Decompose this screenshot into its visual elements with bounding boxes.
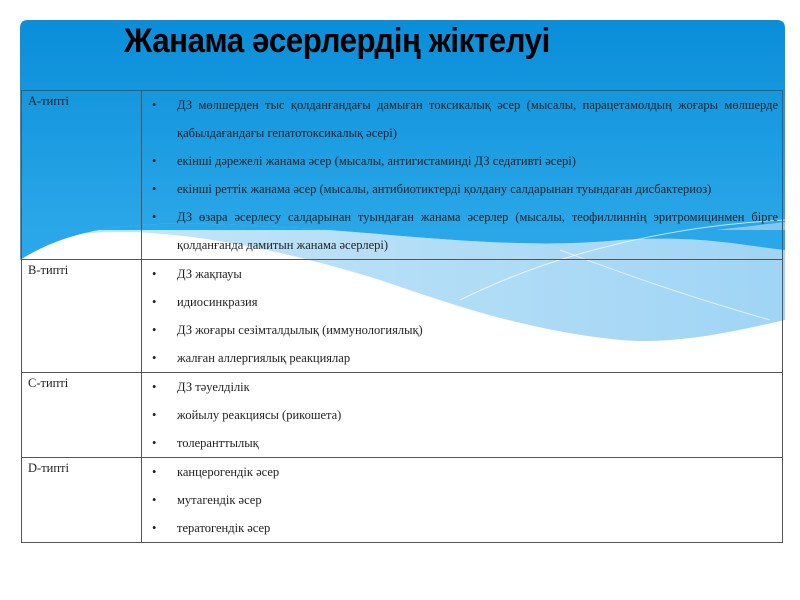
item-text: ДЗ өзара әсерлесу салдарынан туындаған жанама әсерлер (мысалы, теофиллиннің эритромицинмен бірге қолданғанда дамитын жанама әсерлері) bbox=[177, 210, 778, 252]
type-label: С-типті bbox=[22, 373, 142, 458]
side-effects-table bbox=[21, 90, 783, 543]
item-text: толеранттылық bbox=[177, 436, 259, 450]
item-text: тератогендік әсер bbox=[177, 521, 271, 535]
item-text: жалған аллергиялық реакциялар bbox=[177, 351, 351, 365]
list-item: • жалған аллергиялық реакциялар bbox=[152, 351, 351, 365]
item-text: канцерогендік әсер bbox=[177, 465, 280, 479]
list-item: • толеранттылық bbox=[152, 436, 259, 450]
list-item: • ДЗ жақпауы bbox=[152, 267, 242, 281]
list-item: • екінші дәрежелі жанама әсер (мысалы, антигистаминді ДЗ седативті әсері) bbox=[152, 154, 576, 168]
list-item: • канцерогендік әсер bbox=[152, 465, 280, 479]
table-row bbox=[22, 260, 783, 373]
item-text: екінші дәрежелі жанама әсер (мысалы, антигистаминді ДЗ седативті әсері) bbox=[177, 154, 576, 168]
list-item: • идиосинкразия bbox=[152, 295, 258, 309]
table-row bbox=[22, 373, 783, 458]
list-item: • екінші реттік жанама әсер (мысалы, антибиотиктерді қолдану салдарынан туындаған дисбактериоз) bbox=[152, 182, 712, 196]
item-text: жойылу реакциясы (рикошета) bbox=[177, 408, 342, 422]
list-item: • жойылу реакциясы (рикошета) bbox=[152, 408, 342, 422]
list-item: • тератогендік әсер bbox=[152, 521, 271, 535]
item-text: идиосинкразия bbox=[177, 295, 258, 309]
list-item: • ДЗ мөлшерден тыс қолданғандағы дамыған токсикалық әсер (мысалы, парацетамолдың жоғары мөлшерде қабылдағандағы гепатотоксикалық әсері) bbox=[152, 98, 778, 140]
item-text: ДЗ жақпауы bbox=[177, 267, 242, 281]
list-item: • мутагендік әсер bbox=[152, 493, 262, 507]
item-text: ДЗ жоғары сезімталдылық (иммунологиялық) bbox=[177, 323, 423, 337]
item-text: ДЗ тәуелділік bbox=[177, 380, 250, 394]
list-item: • ДЗ өзара әсерлесу салдарынан туындаған жанама әсерлер (мысалы, теофиллиннің эритромицинмен бірге қолданғанда дамитын жанама әсерлері) bbox=[152, 210, 778, 252]
item-text: ДЗ мөлшерден тыс қолданғандағы дамыған токсикалық әсер (мысалы, парацетамолдың жоғары мөлшерде қабылдағандағы гепатотоксикалық әсері) bbox=[177, 98, 778, 140]
slide-title: Жанама әсерлердің жіктелуі bbox=[124, 22, 550, 60]
item-text: екінші реттік жанама әсер (мысалы, антибиотиктерді қолдану салдарынан туындаған дисбактериоз) bbox=[177, 182, 712, 196]
table-row bbox=[22, 458, 783, 543]
table-row bbox=[22, 91, 783, 260]
type-label: А-типті bbox=[22, 91, 142, 260]
list-item: • ДЗ тәуелділік bbox=[152, 380, 250, 394]
type-label: В-типті bbox=[22, 260, 142, 373]
list-item: • ДЗ жоғары сезімталдылық (иммунологиялық) bbox=[152, 323, 423, 337]
item-text: мутагендік әсер bbox=[177, 493, 262, 507]
type-label: D-типті bbox=[22, 458, 142, 543]
